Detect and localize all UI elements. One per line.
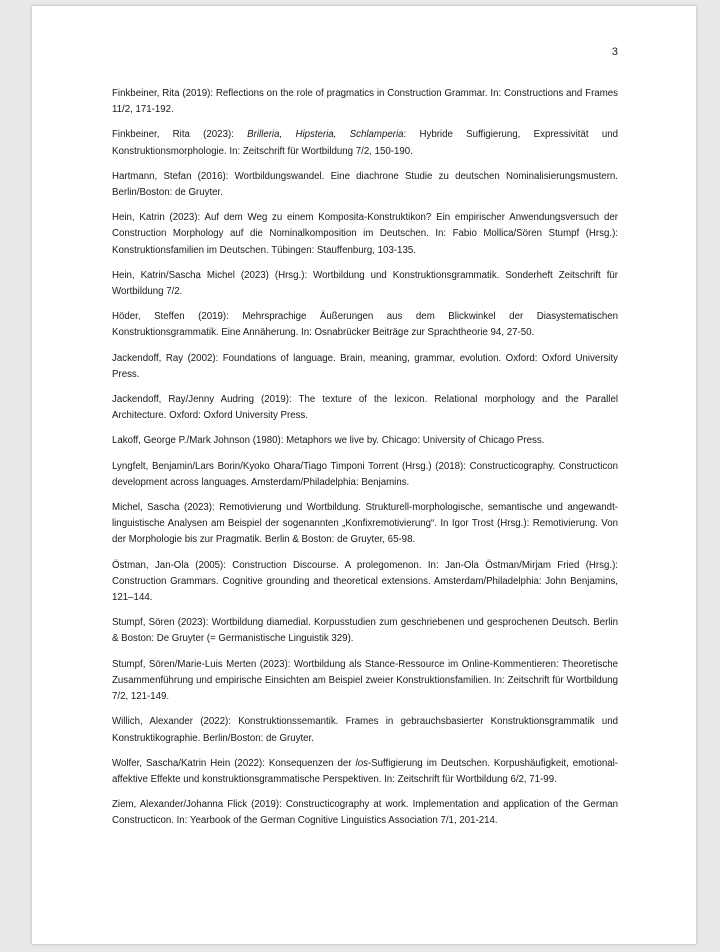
reference-text: Lakoff, George P./Mark Johnson (1980): Metaphors we live by. Chicago: University of Chicago Press. — [112, 435, 545, 447]
reference-entry — [112, 714, 618, 746]
reference-entry — [112, 210, 618, 259]
reference-text: Lyngfelt, Benjamin/Lars Borin/Kyoko Ohara/Tiago Timponi Torrent (Hrsg.) (2018): Constructicography. Constructicon development across languages. Amsterdam/Philadelphia: Benjamins. — [112, 460, 618, 488]
reference-entry — [112, 169, 618, 201]
reference-entry — [112, 351, 618, 383]
reference-entry — [112, 459, 618, 491]
reference-text: Hein, Katrin/Sascha Michel (2023) (Hrsg.): Wortbildung und Konstruktionsgrammatik. Sonderheft Zeitschrift für Wortbildung 7/2. — [112, 269, 618, 298]
reference-list — [112, 86, 618, 839]
reference-entry — [112, 392, 618, 424]
reference-text: Stumpf, Sören (2023): Wortbildung diamedial. Korpusstudien zum geschriebenen und gesprochenen Deutsch. Berlin & Boston: De Gruyter (= Germanistische Linguistik 329). — [112, 617, 618, 645]
reference-entry — [112, 127, 618, 159]
page-number: 3 — [611, 46, 618, 58]
reference-entry — [112, 500, 618, 549]
reference-text: Finkbeiner, Rita (2023): — [112, 129, 248, 141]
reference-text-continued: -Suffigierung im Deutschen. Korpushäufigkeit, emotional-affektive Effekte und konstruktionsgrammatische Perspektiven. In: Zeitschrift für Wortbildung 6/2, 71-99. — [112, 757, 619, 785]
reference-text: Hein, Katrin (2023): Auf dem Weg zu einem Komposita-Konstruktikon? Ein empirischer Anwendungsversuch der Construction Morphology auf die Nominalkomposition im Deutschen. In: Fabio Mollica/Sören Stumpf (Hrsg.): Konstruktionsfamilien im Deutschen. Tübingen: Stauffenburg, 103-135. — [112, 212, 618, 256]
reference-entry — [112, 657, 618, 706]
reference-text: Ziem, Alexander/Johanna Flick (2019): Constructicography at work. Implementation and application of the German Constructicon. In: Yearbook of the German Cognitive Linguistics Association 7/1, 201-214. — [112, 799, 618, 827]
reference-entry — [112, 433, 618, 449]
reference-entry — [112, 268, 618, 300]
reference-entry — [112, 797, 618, 829]
reference-text: Finkbeiner, Rita (2019): Reflections on the role of pragmatics in Construction Grammar. In: Constructions and Frames 11/2, 171-192. — [112, 88, 618, 116]
reference-italic-text: Brilleria, Hipsteria, Schlamperia — [247, 129, 404, 141]
reference-entry — [112, 309, 618, 341]
document-page — [32, 6, 696, 944]
reference-text: Wolfer, Sascha/Katrin Hein (2022): Konsequenzen der — [112, 757, 356, 769]
reference-text: Willich, Alexander (2022): Konstruktionssemantik. Frames in gebrauchsbasierter Konstruktionsgrammatik und Konstruktikographie. Berlin/Boston: de Gruyter. — [112, 716, 618, 744]
reference-text-continued: : Hybride Suffigierung, Expressivität und Konstruktionsmorphologie. In: Zeitschrift für Wortbildung 7/2, 150-190. — [112, 129, 619, 157]
reference-italic-text: los — [355, 757, 368, 769]
reference-text: Michel, Sascha (2023): Remotivierung und Wortbildung. Strukturell-morphologische, semantische und angewandt-linguistische Analysen am Beispiel der sogenannten „Konfixremotivierung“. In Igor Trost (Hrsg.): Remotivierung. Von der Morphologie bis zur Pragmatik. Berlin & Boston: de Gruyter, 65-98. — [112, 502, 618, 546]
reference-text: Stumpf, Sören/Marie-Luis Merten (2023): Wortbildung als Stance-Ressource im Online-Kommentieren: Theoretische Zusammenführung und empirische Einsichten am Beispiel zweier Konstruktionsfamilien. In: Zeitschrift für Wortbildung 7/2, 121-149. — [112, 658, 618, 703]
reference-text: Hartmann, Stefan (2016): Wortbildungswandel. Eine diachrone Studie zu deutschen Nominalisierungsmustern. Berlin/Boston: de Gruyter. — [112, 170, 618, 199]
reference-text: Höder, Steffen (2019): Mehrsprachige Äußerungen aus dem Blickwinkel der Diasystematischen Konstruktionsgrammatik. Eine Annäherung. In: Osnabrücker Beiträge zur Sprachtheorie 94, 27-50. — [112, 311, 618, 339]
reference-entry — [112, 756, 618, 788]
reference-text: Jackendoff, Ray (2002): Foundations of language. Brain, meaning, grammar, evolution. Oxford: Oxford University Press. — [112, 352, 618, 380]
reference-entry — [112, 615, 618, 647]
reference-entry — [112, 558, 618, 607]
reference-text: Jackendoff, Ray/Jenny Audring (2019): The texture of the lexicon. Relational morphology and the Parallel Architecture. Oxford: Oxford University Press. — [112, 394, 618, 422]
reference-text: Östman, Jan-Ola (2005): Construction Discourse. A prolegomenon. In: Jan-Ola Östman/Mirjam Fried (Hrsg.): Construction Grammars. Cognitive grounding and theoretical extensions. Amsterdam/Philadelphia: John Benjamins, 121–144. — [112, 559, 618, 604]
reference-entry — [112, 86, 618, 118]
